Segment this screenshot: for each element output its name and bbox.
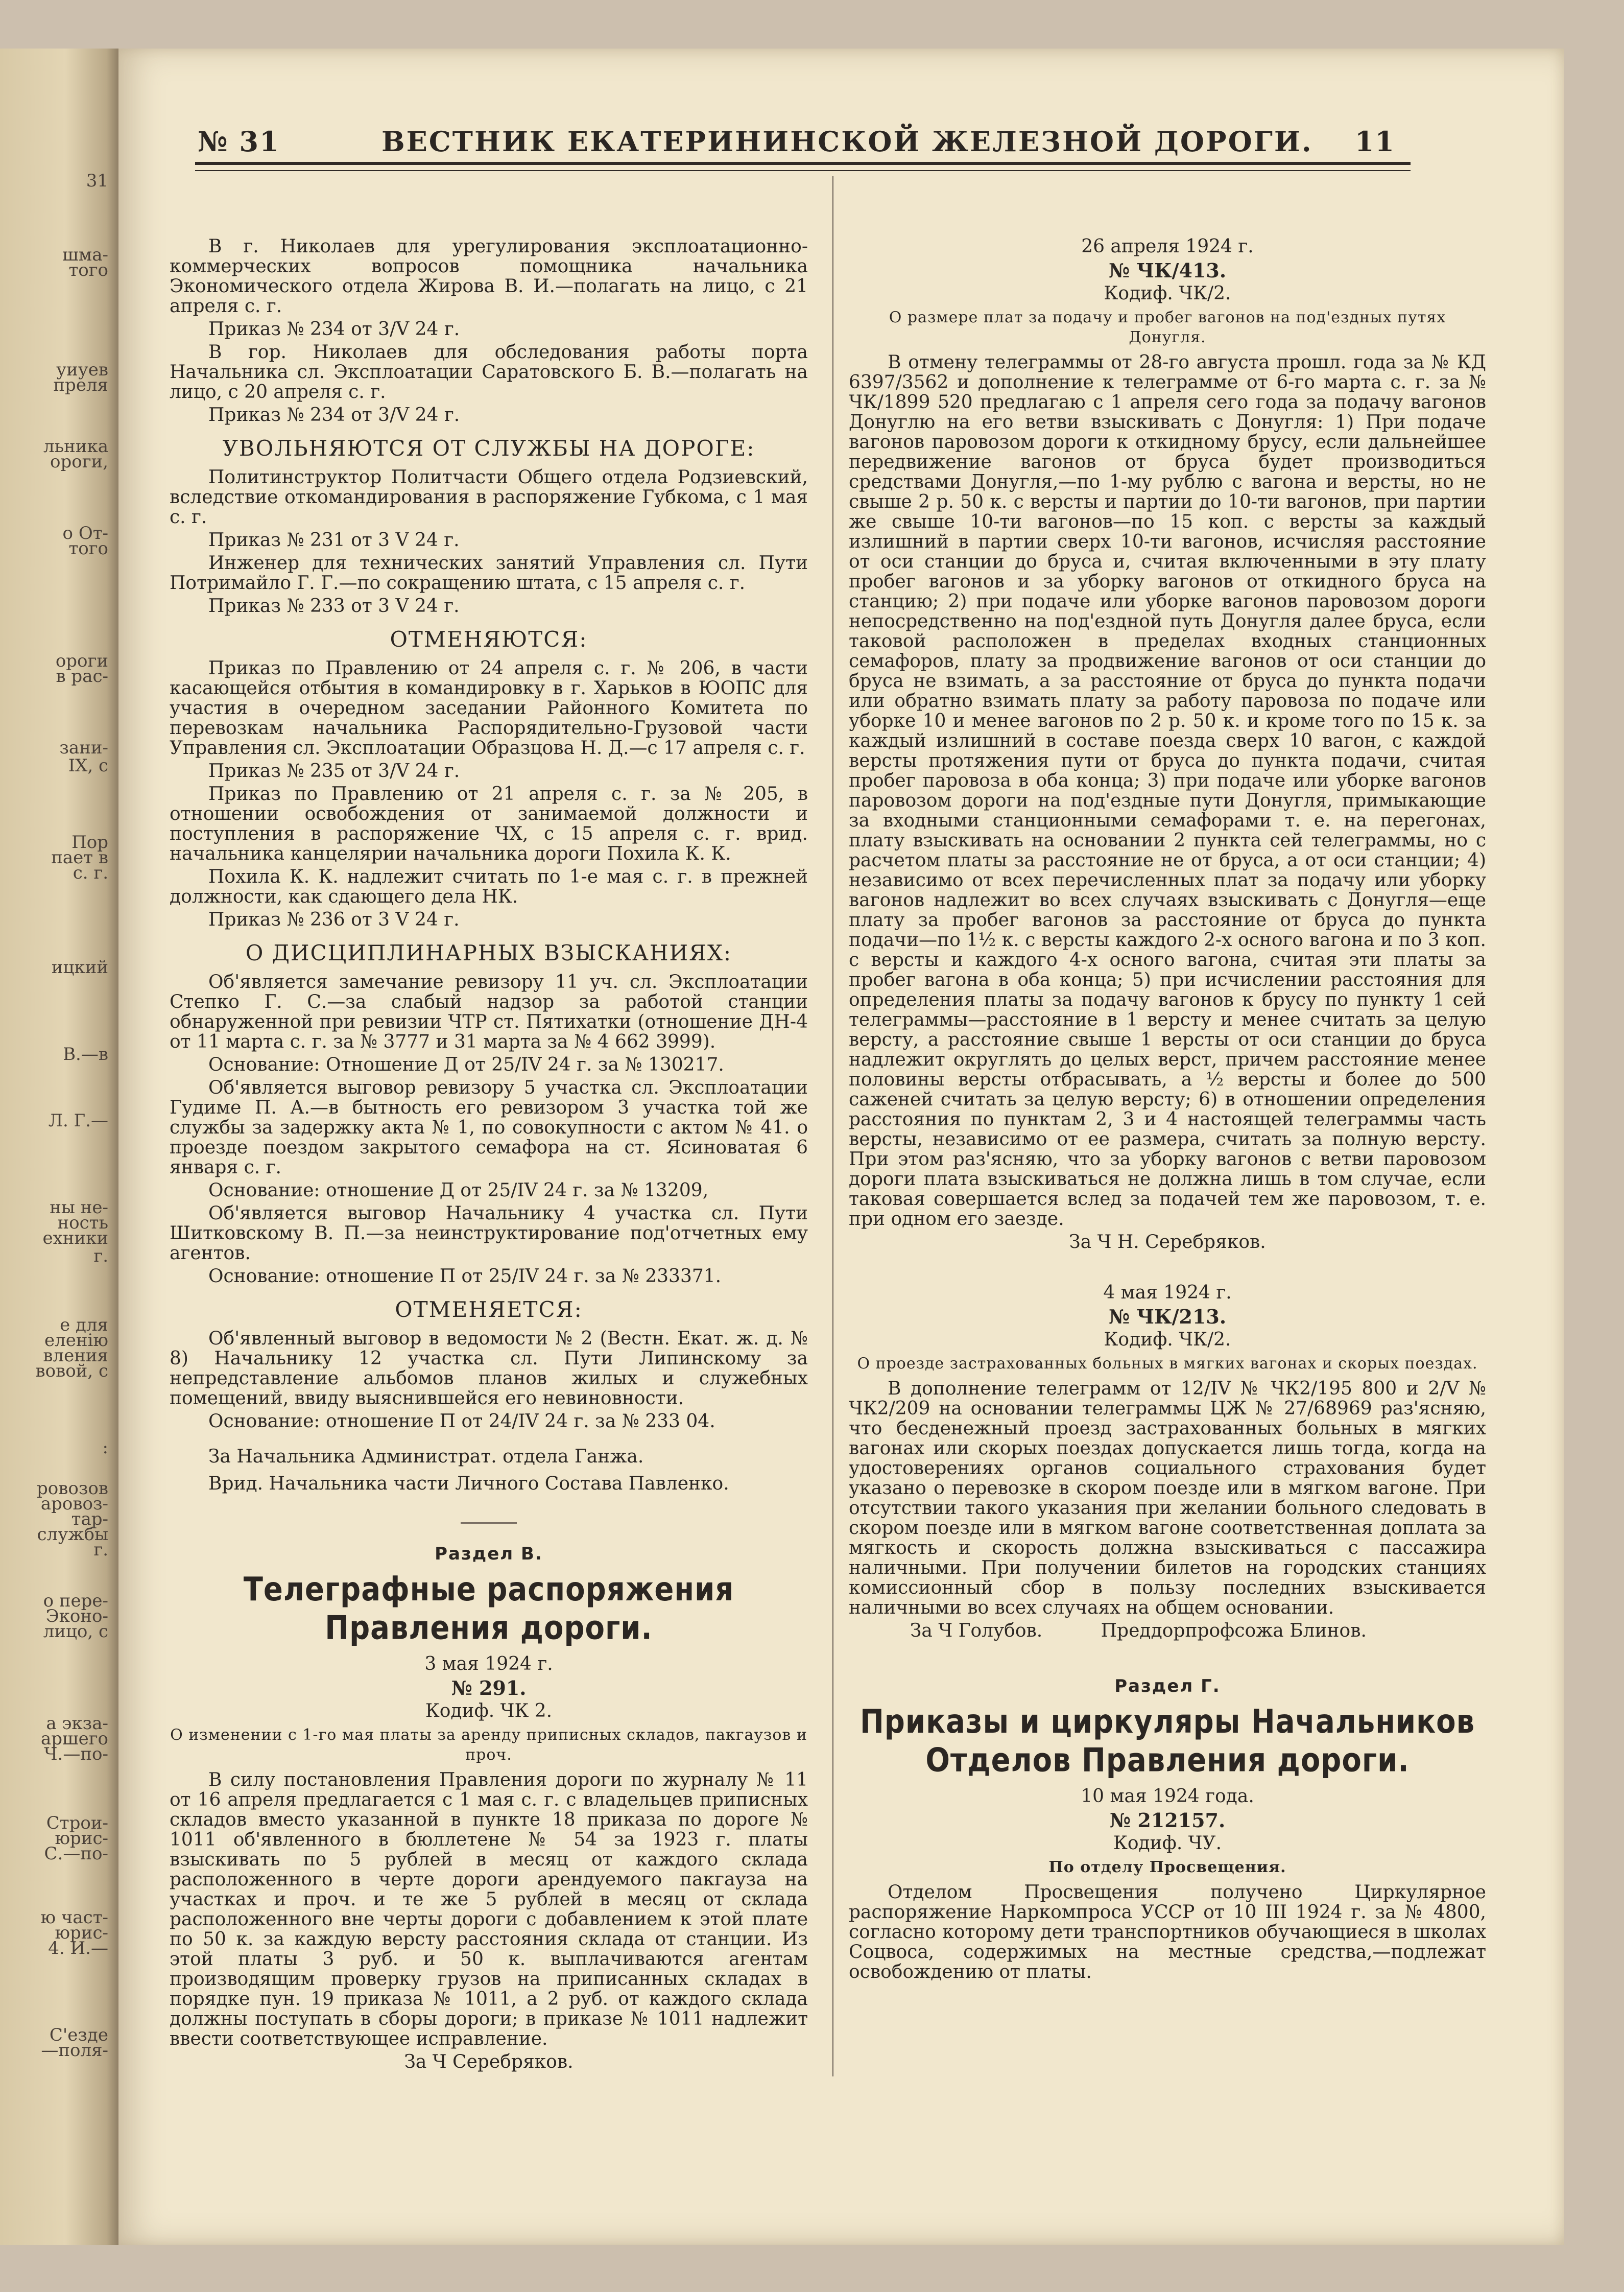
facing-page-fragment: Л. Г.— [48, 1110, 108, 1131]
order-ref: Приказ № 233 от 3 V 24 г. [208, 596, 460, 617]
newspaper-page [118, 49, 1564, 2245]
facing-page-fragment: о пере- [43, 1591, 108, 1611]
facing-page-fragment: ехники [42, 1228, 108, 1248]
facing-page-fragment: е для [60, 1315, 108, 1335]
facing-page-fragment: юрис- [55, 1923, 108, 1943]
section-heading: ОТМЕНЯЕТСЯ: [395, 1297, 583, 1322]
paragraph: В отмену телеграммы от 28-го августа прошл. года за № КД 6397/3562 и дополнение к телеграмме от 6-го марта с. г. за № ЧК/1899 520 предлагаю с 1 апреля сего года за подачу вагонов Донуглю на его ветви взыскивать с Донугля: 1) При подаче вагонов паровозом дороги к откидному брусу, если дальнейшее передвижение вагонов от бруса будет производиться средствами Донугля,—по 1-му рублю с вагона и версты, но не свыше 2 р. 50 к. с версты и партии до 10-ти вагонов, при партии же свыше 10-ти вагонов—по 15 коп. с версты за каждый излишний в партии сверх 10-ти вагонов, исчисляя расстояние от оси станции до бруса и, считая включенными в эту плату пробег вагонов и за уборку вагонов от откидного бруса на станцию; 2) при подаче или уборке вагонов паровозом дороги непосредственно на под'ездной путь Донугля далее бруса, если таковой расположен в пределах входных станционных семафоров, плату за продвижение вагонов от оси станции до бруса не взимать, а за расстояние от бруса до пункта подачи или обратно взимать плату за работу паровоза по подаче или уборке 10 и менее вагонов по 2 р. 50 к. и кроме того по 15 к. за каждый излишний в составе поезда сверх 10 вагон, с каждой версты протяжения пути от бруса до пункта подачи, считая пробег паровоза в оба конца; 3) при подаче или уборке вагонов паровозом дороги на под'ездные пути Донугля, примыкающие за входными станционными семафорами т. е. на перегонах, плату взыскивать на основании 2 пункта сей телеграммы, но с расчетом платы за расстояние не от бруса, а от оси станции; 4) независимо от всех перечисленных плат за подачу или уборку вагонов надлежит во всех случаях взыскивать с Донугля—еще плату за пробег вагонов за расстояние от бруса до пункта подачи—по 1½ к. с версты каждого 2-х осного вагона и по 3 коп. с версты и каждого 4-х осного вагона, считая эти платы за пробег вагона в оба конца; 5) при исчислении расстояния для определения платы за подачу вагонов к брусу по пункту 1 сей телеграммы—расстояние в 1 версту и менее считать за целую версту, а расстояние свыше 1 версты от оси станции до бруса надлежит округлять до целых верст, причем расстояние менее половины версты отбрасывать, а ½ версты и более до 500 саженей считать за целую версту; 6) в отношении определения расстояния по пунктам 2, 3 и 4 настоящей телеграммы часть версты, независимо от ее размера, считать за полную версту. При этом раз'ясняю, что за уборку вагонов с ветви паровозом дороги плата взыскиваться не должна лишь в том случае, если таковая совершается вслед за подачей тем же паровозом, т. е. при одном его заезде. [849, 352, 1486, 1230]
order-ref: Приказ № 234 от 3/V 24 г. [208, 405, 460, 426]
facing-page-fragment: г. [93, 1246, 108, 1266]
order-ref: Приказ № 236 от 3 V 24 г. [208, 909, 460, 930]
codification: Кодиф. ЧК 2. [425, 1700, 553, 1721]
facing-page-fragment: С'езде [49, 2025, 108, 2045]
facing-page-margin [0, 49, 118, 2245]
section-label: Раздел В. [435, 1544, 543, 1564]
facing-page-fragment: Строи- [46, 1813, 108, 1833]
subject: О проезде застрахованных больных в мягких вагонах и скорых поездах. [857, 1355, 1478, 1373]
facing-page-fragment: зани- [59, 738, 108, 758]
signature: За Ч Голубов. Преддорпрофсожа Блинов. [910, 1620, 1367, 1641]
facing-page-fragment: ровозов [36, 1478, 108, 1499]
facing-page-fragment: аршего [40, 1729, 108, 1749]
subject: По отделу Просвещения. [1048, 1858, 1286, 1876]
facing-page-fragment: ю част- [40, 1907, 108, 1928]
facing-page-fragment: лицо, с [43, 1621, 108, 1642]
column-divider [832, 176, 833, 2076]
paragraph: Об'явленный выговор в ведомости № 2 (Вестн. Екат. ж. д. № 8) Начальнику 12 участка сл. Пути Липинскому за непредставление альбомов планов жилых и служебных помещений, ввиду выяснившейся его невиновности. [170, 1328, 808, 1409]
section-heading: УВОЛЬНЯЮТСЯ ОТ СЛУЖБЫ НА ДОРОГЕ: [222, 436, 755, 461]
divider [461, 1522, 517, 1524]
facing-page-fragment: В.—в [63, 1044, 108, 1065]
order-ref: Основание: отношение Д от 25/IV 24 г. за № 13209, [208, 1180, 709, 1201]
doc-number: № ЧК/413. [1108, 259, 1227, 282]
facing-page-fragment: того [68, 538, 108, 559]
section-title: Телеграфные распоряжения Правления дороги. [243, 1570, 734, 1647]
facing-page-fragment: а экза- [46, 1713, 108, 1734]
facing-page-fragment: пает в [51, 847, 108, 868]
doc-number: № ЧК/213. [1108, 1305, 1227, 1328]
facing-page-fragment: С.—по- [44, 1844, 108, 1864]
header-rule [195, 162, 1411, 171]
section-heading: О ДИСЦИПЛИНАРНЫХ ВЗЫСКАНИЯХ: [245, 940, 732, 965]
paragraph: Приказ по Правлению от 21 апреля с. г. за № 205, в отношении освобождения от занимаемой должности и поступления в распоряжение ЧХ, с 15 апреля с. г. врид. начальника канцелярии начальника дороги Похила К. К. [170, 784, 808, 864]
order-ref: Основание: Отношение Д от 25/IV 24 г. за № 130217. [208, 1054, 724, 1075]
facing-page-fragment: преля [53, 375, 108, 395]
codification: Кодиф. ЧУ. [1113, 1833, 1222, 1854]
signature: Врид. Начальника части Личного Состава Павленко. [208, 1473, 729, 1494]
paragraph: Похила К. К. надлежит считать по 1-е мая с. г. в прежней должности, как сдающего дела НК. [170, 866, 808, 907]
facing-page-fragment: службы [37, 1524, 108, 1545]
section-label: Раздел Г. [1114, 1676, 1221, 1696]
facing-page-fragment: ны не- [50, 1197, 108, 1218]
order-ref: Основание: отношение П от 24/IV 24 г. за № 233 04. [208, 1411, 715, 1432]
facing-page-fragment: с. г. [73, 863, 108, 883]
facing-page-fragment: 31 [86, 171, 108, 191]
newspaper-title: ВЕСТНИК ЕКАТЕРИНИНСКОЙ ЖЕЛЕЗНОЙ ДОРОГИ. [381, 125, 1313, 158]
signature: За Ч Н. Серебряков. [1069, 1232, 1266, 1253]
facing-page-fragment: вовой, с [35, 1361, 108, 1381]
paragraph: Об'является выговор Начальнику 4 участка сл. Пути Шитковскому В. П.—за неинструктирование под'отчетных ему агентов. [170, 1203, 808, 1264]
facing-page-fragment: Пор [71, 832, 108, 853]
date: 4 мая 1924 г. [1103, 1282, 1232, 1303]
facing-page-fragment: ицкий [51, 957, 108, 978]
facing-page-fragment: г. [93, 1540, 108, 1560]
left-column [170, 237, 808, 2075]
codification: Кодиф. ЧК/2. [1104, 283, 1231, 304]
facing-page-fragment: в рас- [56, 666, 108, 687]
order-ref: Приказ № 235 от 3/V 24 г. [208, 761, 460, 782]
codification: Кодиф. ЧК/2. [1104, 1329, 1231, 1350]
date: 3 мая 1924 г. [424, 1653, 553, 1674]
facing-page-fragment: Ч.—по- [44, 1744, 108, 1764]
section-heading: ОТМЕНЯЮТСЯ: [390, 627, 588, 652]
facing-page-fragment: того [68, 260, 108, 280]
facing-page-fragment: вления [43, 1345, 108, 1366]
facing-page-fragment: 4. И.— [48, 1938, 108, 1958]
facing-page-fragment: тар- [71, 1509, 108, 1529]
facing-page-fragment: ность [57, 1213, 108, 1233]
signature: За Начальника Администрат. отдела Ганжа. [208, 1446, 644, 1467]
page-number: 11 [1354, 125, 1395, 158]
order-ref: Приказ № 234 от 3/V 24 г. [208, 319, 460, 340]
date: 10 мая 1924 года. [1081, 1786, 1254, 1807]
right-column [849, 237, 1486, 1985]
subject: О изменении с 1-го мая платы за аренду приписных складов, пакгаузов и проч. [170, 1726, 807, 1764]
date: 26 апреля 1924 г. [1081, 236, 1254, 257]
order-ref: Приказ № 231 от 3 V 24 г. [208, 530, 460, 551]
signature: За Ч Серебряков. [404, 2051, 574, 2072]
facing-page-fragment: льника [43, 436, 108, 457]
paragraph: В г. Николаев для урегулирования эксплоатационно-коммерческих вопросов помощника начальника Экономического отдела Жирова В. И.—полагать на лицо, с 21 апреля с. г. [170, 236, 808, 317]
facing-page-fragment: уиуев [56, 360, 108, 380]
paragraph: В гор. Николаев для обследования работы порта Начальника сл. Эксплоатации Саратовского Б. В.—полагать на лицо, с 20 апреля с. г. [170, 342, 808, 403]
facing-page-fragment: ороги, [50, 452, 108, 472]
facing-page-fragment: ІХ, с [68, 755, 108, 776]
facing-page-fragment: еленію [44, 1330, 108, 1351]
order-ref: Основание: отношение П от 25/IV 24 г. за № 233371. [208, 1266, 722, 1287]
subject: О размере плат за подачу и пробег вагонов на под'ездных путях Донугля. [889, 309, 1446, 346]
facing-page-fragment: юрис- [55, 1828, 108, 1849]
paragraph: Политинструктор Политчасти Общего отдела Родзиевский, вследствие откомандирования в распоряжение Губкома, с 1 мая с. г. [170, 467, 808, 528]
running-header [198, 125, 1564, 158]
paragraph: Отделом Просвещения получено Циркулярное распоряжение Наркомпроса УССР от 10 III 1924 г. за № 4800, согласно которому дети транспортников обучающиеся в школах Соцвоса, содержимых на местные средства,—подлежат освобождению от платы. [849, 1882, 1486, 1982]
facing-page-fragment: шма- [62, 245, 108, 265]
paragraph: Инженер для технических занятий Управления сл. Пути Потримайло Г. Г.—по сокращению штата, с 15 апреля с. г. [170, 553, 808, 594]
paragraph: Об'является замечание ревизору 11 уч. сл. Эксплоатации Степко Г. С.—за слабый надзор за работой станции обнаруженной при ревизии ЧТР ст. Пятихатки (отношение ДН-4 от 11 марта с. г. за № 3777 и 31 марта за № 4 662 3999). [170, 972, 808, 1052]
facing-page-fragment: —поля- [41, 2040, 108, 2061]
paragraph: Приказ по Правлению от 24 апреля с. г. № 206, в части касающейся отбытия в командировку в г. Харьков в ЮОПС для участия в очередном заседании Районного Комитета по перевозкам начальника Распорядительно-Грузовой части Управления сл. Эксплоатации Образцова Н. Д.—с 17 апреля с. г. [170, 658, 808, 759]
doc-number: № 291. [451, 1676, 527, 1699]
facing-page-fragment: о От- [62, 523, 108, 544]
paragraph: В силу постановления Правления дороги по журналу № 11 от 16 апреля предлагается с 1 мая с. г. с владельцев приписных складов вместо указанной в пункте 18 приказа по дороге № 1011 об'явленного в бюллетене № 54 за 1923 г. платы взыскивать по 5 рублей в месяц от каждого склада расположенного в черте дороги арендуемого пакгауза на участках и проч. и те же 5 рублей в месяц от склада расположенного вне черты дороги с добавлением к этой плате по 50 к. за каждую версту расстояния склада от станции. Из этой платы 3 руб. и 50 к. выплачиваются агентам производящим проверку грузов на приписанных складах в порядке пун. 19 приказа № 1011, а 2 руб. от каждого склада должны поступать в сборы дороги; в приказе № 1011 надлежит ввести соответствующее исправление. [170, 1769, 808, 2049]
facing-page-fragment: аровоз- [40, 1494, 108, 1514]
facing-page-fragment: : [102, 1437, 108, 1458]
facing-page-fragment: Эконо- [45, 1606, 108, 1626]
doc-number: № 212157. [1109, 1809, 1226, 1832]
paragraph: Об'является выговор ревизору 5 участка сл. Эксплоатации Гудиме П. А.—в бытность его ревизором 3 участка той же службы за задержку акта № 1, по совокупности с актом № 41. о проезде поездом закрытого семафора на ст. Ясиноватая 6 января с. г. [170, 1077, 808, 1178]
issue-number: № 31 [198, 125, 280, 158]
section-title: Приказы и циркуляры Начальников Отделов Правления дороги. [859, 1703, 1475, 1780]
facing-page-fragment: ороги [55, 651, 108, 671]
paragraph: В дополнение телеграмм от 12/IV № ЧК2/195 800 и 2/V № ЧК2/209 на основании телеграммы ЦЖ № 27/68969 раз'ясняю, что бесденежный проезд застрахованных больных в мягких вагонах или скорых поездах допускается лишь тогда, когда на удостоверениях органов социального страхования будет указано о перевозке в скором поезде или в мягком вагоне. При отсутствии такого указания при желании больного следовать в скором поезде или в мягком вагоне соответственная доплата за мягкость и скорость должна взыскиваться с пассажира наличными. При получении билетов на городских станциях комиссионный сбор в пользу последних взыскивается наличными во всех случаях на общем основании. [849, 1378, 1486, 1618]
